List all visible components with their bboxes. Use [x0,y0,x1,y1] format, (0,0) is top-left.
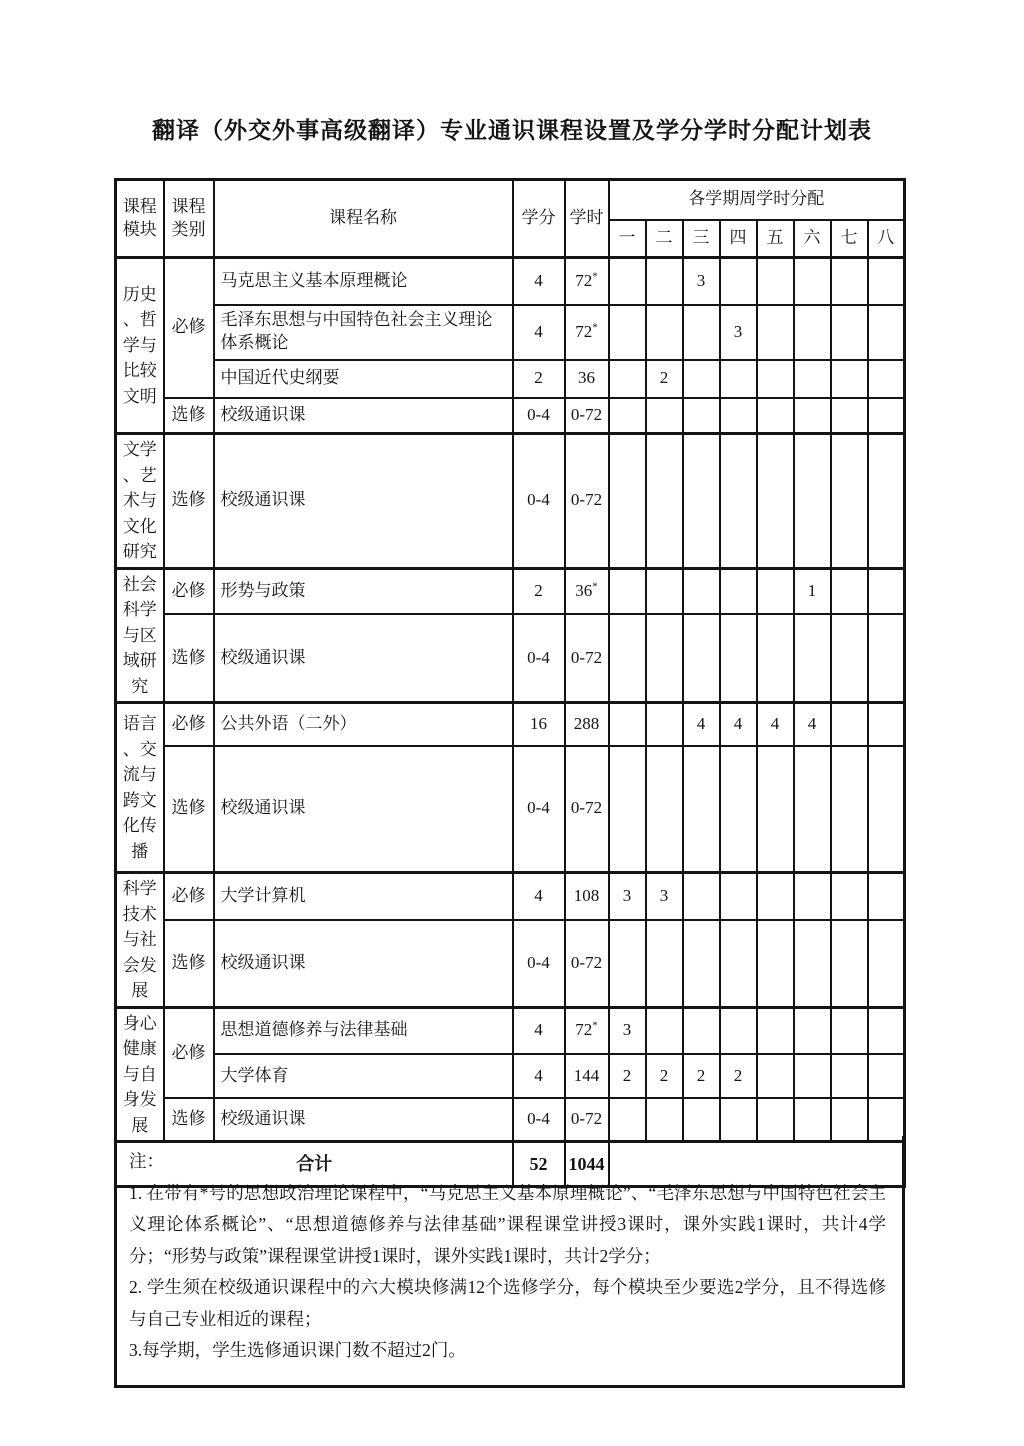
weekly-hours-cell: 2 [646,360,683,398]
weekly-hours-cell [831,398,868,434]
weekly-hours-cell [757,258,794,305]
weekly-hours-cell [868,703,905,746]
note-item-3: 3.每学期，学生选修通识课门数不超过2门。 [129,1340,466,1360]
weekly-hours-cell [609,360,646,398]
credits-cell: 4 [513,1007,565,1054]
weekly-hours-cell: 3 [609,873,646,920]
module-cell: 身心健康与自身发展 [116,1007,164,1142]
hours-cell: 36 [565,360,609,398]
weekly-hours-cell [720,398,757,434]
course-name-cell: 马克思主义基本原理概论 [214,258,513,305]
weekly-hours-cell [831,614,868,702]
weekly-hours-cell [609,746,646,873]
weekly-hours-cell [757,434,794,569]
weekly-hours-cell [757,305,794,360]
weekly-hours-cell [831,434,868,569]
weekly-hours-cell: 1 [794,568,831,614]
weekly-hours-cell: 3 [683,258,720,305]
course-row [116,1007,905,1054]
weekly-hours-cell: 4 [794,703,831,746]
weekly-hours-cell: 3 [646,873,683,920]
total-label: 合计 [116,1142,513,1187]
weekly-hours-cell [609,614,646,702]
credits-cell: 4 [513,1054,565,1098]
course-name-cell: 校级通识课 [214,746,513,873]
header-semester-7: 七 [831,220,868,258]
header-row-1 [116,180,905,220]
credits-cell: 4 [513,305,565,360]
weekly-hours-cell [683,434,720,569]
weekly-hours-cell [609,305,646,360]
weekly-hours-cell: 2 [683,1054,720,1098]
header-course-name: 课程名称 [214,180,513,258]
weekly-hours-cell [794,1054,831,1098]
weekly-hours-cell [757,568,794,614]
weekly-hours-cell [646,258,683,305]
course-row [116,305,905,360]
weekly-hours-cell [683,398,720,434]
category-cell: 选修 [164,746,214,873]
hours-cell: 108 [565,873,609,920]
hours-cell: 0-72 [565,1098,609,1141]
module-cell: 历史、哲学与比较文明 [116,258,164,434]
hours-cell: 0-72 [565,746,609,873]
course-row [116,434,905,569]
note-item-1: 1. 在带有*号的思想政治理论课程中，“马克思主义基本原理概论”、“毛泽东思想与中国特色社会主义理论体系概论”、“思想道德修养与法律基础”课程课堂讲授3课时，课外实践1课时，共计4学分；“形势与政策”课程课堂讲授1课时，课外实践1课时，共计2学分； [129,1182,886,1266]
weekly-hours-cell [609,703,646,746]
weekly-hours-cell [794,360,831,398]
weekly-hours-cell [646,305,683,360]
hours-cell: 288 [565,703,609,746]
header-semester-group: 各学期周学时分配 [609,180,905,220]
category-cell: 选修 [164,398,214,434]
weekly-hours-cell [831,873,868,920]
header-semester-6: 六 [794,220,831,258]
hours-cell: 0-72 [565,614,609,702]
credits-cell: 16 [513,703,565,746]
weekly-hours-cell [794,1007,831,1054]
weekly-hours-cell: 3 [609,1007,646,1054]
weekly-hours-cell [757,1007,794,1054]
weekly-hours-cell: 2 [646,1054,683,1098]
module-cell: 社会科学与区域研究 [116,568,164,703]
course-name-cell: 公共外语（二外） [214,703,513,746]
credits-cell: 0-4 [513,1098,565,1141]
weekly-hours-cell [868,398,905,434]
weekly-hours-cell [646,568,683,614]
weekly-hours-cell [794,305,831,360]
course-row [116,920,905,1007]
weekly-hours-cell [794,614,831,702]
course-name-cell: 思想道德修养与法律基础 [214,1007,513,1054]
course-row [116,258,905,305]
note-item-2: 2. 学生须在校级通识课程中的六大模块修满12个选修学分，每个模块至少要选2学分，且不得选修与自己专业相近的课程； [129,1277,886,1329]
hours-cell: 144 [565,1054,609,1098]
credits-cell: 2 [513,360,565,398]
course-row [116,873,905,920]
weekly-hours-cell [794,920,831,1007]
weekly-hours-cell [757,1054,794,1098]
course-name-cell: 校级通识课 [214,614,513,702]
page-title: 翻译（外交外事高级翻译）专业通识课程设置及学分学时分配计划表 [152,117,872,143]
weekly-hours-cell [720,258,757,305]
weekly-hours-cell [831,305,868,360]
header-semester-5: 五 [757,220,794,258]
weekly-hours-cell [831,360,868,398]
notes-box [114,1136,905,1388]
header-hours: 学时 [565,180,609,258]
course-row [116,1054,905,1098]
weekly-hours-cell [646,398,683,434]
course-table-body [116,258,905,1187]
weekly-hours-cell [868,873,905,920]
credits-cell: 0-4 [513,614,565,702]
weekly-hours-cell [868,305,905,360]
weekly-hours-cell [757,398,794,434]
weekly-hours-cell [831,258,868,305]
module-cell: 科学技术与社会发展 [116,873,164,1008]
weekly-hours-cell [609,434,646,569]
weekly-hours-cell [720,1007,757,1054]
weekly-hours-cell [831,746,868,873]
course-name-cell: 校级通识课 [214,920,513,1007]
asterisk-marker: * [592,1019,598,1032]
weekly-hours-cell [683,614,720,702]
course-row [116,703,905,746]
weekly-hours-cell [757,360,794,398]
hours-cell: 0-72 [565,920,609,1007]
weekly-hours-cell [868,360,905,398]
category-cell: 选修 [164,434,214,569]
weekly-hours-cell [868,746,905,873]
course-name-cell: 校级通识课 [214,1098,513,1141]
course-row [116,746,905,873]
header-semester-4: 四 [720,220,757,258]
course-name-cell: 形势与政策 [214,568,513,614]
weekly-hours-cell [683,568,720,614]
weekly-hours-cell [831,568,868,614]
header-semester-1: 一 [609,220,646,258]
credits-cell: 0-4 [513,746,565,873]
course-name-cell: 大学体育 [214,1054,513,1098]
weekly-hours-cell [757,746,794,873]
weekly-hours-cell [794,873,831,920]
weekly-hours-cell [609,920,646,1007]
weekly-hours-cell [683,305,720,360]
weekly-hours-cell [683,920,720,1007]
weekly-hours-cell [868,614,905,702]
weekly-hours-cell: 4 [720,703,757,746]
weekly-hours-cell [831,703,868,746]
hours-cell: 72* [565,305,609,360]
hours-cell: 0-72 [565,434,609,569]
weekly-hours-cell: 2 [720,1054,757,1098]
credits-cell: 4 [513,873,565,920]
asterisk-marker: * [592,580,598,593]
weekly-hours-cell: 3 [720,305,757,360]
header-credits: 学分 [513,180,565,258]
weekly-hours-cell [646,920,683,1007]
weekly-hours-cell [683,1007,720,1054]
weekly-hours-cell: 2 [609,1054,646,1098]
notes-heading: 注： [129,1151,164,1171]
weekly-hours-cell [609,398,646,434]
weekly-hours-cell [868,920,905,1007]
course-row [116,360,905,398]
category-cell: 选修 [164,1098,214,1141]
course-row [116,614,905,702]
header-semester-2: 二 [646,220,683,258]
hours-cell: 72* [565,1007,609,1054]
course-name-cell: 毛泽东思想与中国特色社会主义理论体系概论 [214,305,513,360]
weekly-hours-cell [720,873,757,920]
course-table [114,178,906,1188]
weekly-hours-cell [683,746,720,873]
header-semester-3: 三 [683,220,720,258]
course-name-cell: 校级通识课 [214,434,513,569]
weekly-hours-cell [868,434,905,569]
module-cell: 文学、艺术与文化研究 [116,434,164,569]
weekly-hours-cell [831,1054,868,1098]
weekly-hours-cell [646,746,683,873]
category-cell: 必修 [164,1007,214,1098]
weekly-hours-cell [720,568,757,614]
weekly-hours-cell [868,1054,905,1098]
weekly-hours-cell [794,746,831,873]
module-cell: 语言、交流与跨文化传播 [116,703,164,873]
weekly-hours-cell [831,920,868,1007]
hours-cell: 0-72 [565,398,609,434]
category-cell: 选修 [164,614,214,702]
weekly-hours-cell [720,360,757,398]
course-name-cell: 校级通识课 [214,398,513,434]
category-cell: 必修 [164,568,214,614]
weekly-hours-cell [720,746,757,873]
weekly-hours-cell [794,398,831,434]
hours-cell: 72* [565,258,609,305]
category-cell: 必修 [164,703,214,746]
weekly-hours-cell [757,920,794,1007]
weekly-hours-cell [794,258,831,305]
credits-cell: 4 [513,258,565,305]
total-hours: 1044 [565,1142,609,1187]
category-cell: 必修 [164,873,214,920]
asterisk-marker: * [592,320,598,333]
weekly-hours-cell [868,1007,905,1054]
credits-cell: 0-4 [513,434,565,569]
hours-cell: 36* [565,568,609,614]
weekly-hours-cell: 4 [683,703,720,746]
category-cell: 选修 [164,920,214,1007]
weekly-hours-cell [868,258,905,305]
weekly-hours-cell [720,614,757,702]
weekly-hours-cell [720,434,757,569]
category-cell: 必修 [164,258,214,398]
weekly-hours-cell [868,568,905,614]
credits-cell: 0-4 [513,398,565,434]
weekly-hours-cell [683,873,720,920]
weekly-hours-cell [609,568,646,614]
course-name-cell: 大学计算机 [214,873,513,920]
weekly-hours-cell [646,614,683,702]
header-module: 课程模块 [116,180,164,258]
weekly-hours-cell [757,873,794,920]
weekly-hours-cell [646,434,683,569]
total-credits: 52 [513,1142,565,1187]
course-row [116,568,905,614]
weekly-hours-cell [757,614,794,702]
weekly-hours-cell [831,1007,868,1054]
credits-cell: 0-4 [513,920,565,1007]
weekly-hours-cell [794,434,831,569]
weekly-hours-cell [683,360,720,398]
weekly-hours-cell: 4 [757,703,794,746]
weekly-hours-cell [720,920,757,1007]
header-category: 课程类别 [164,180,214,258]
credits-cell: 2 [513,568,565,614]
weekly-hours-cell [646,703,683,746]
weekly-hours-cell [609,258,646,305]
course-row [116,398,905,434]
asterisk-marker: * [592,270,598,283]
course-table-container [114,178,906,1188]
course-name-cell: 中国近代史纲要 [214,360,513,398]
weekly-hours-cell [646,1007,683,1054]
header-semester-8: 八 [868,220,905,258]
